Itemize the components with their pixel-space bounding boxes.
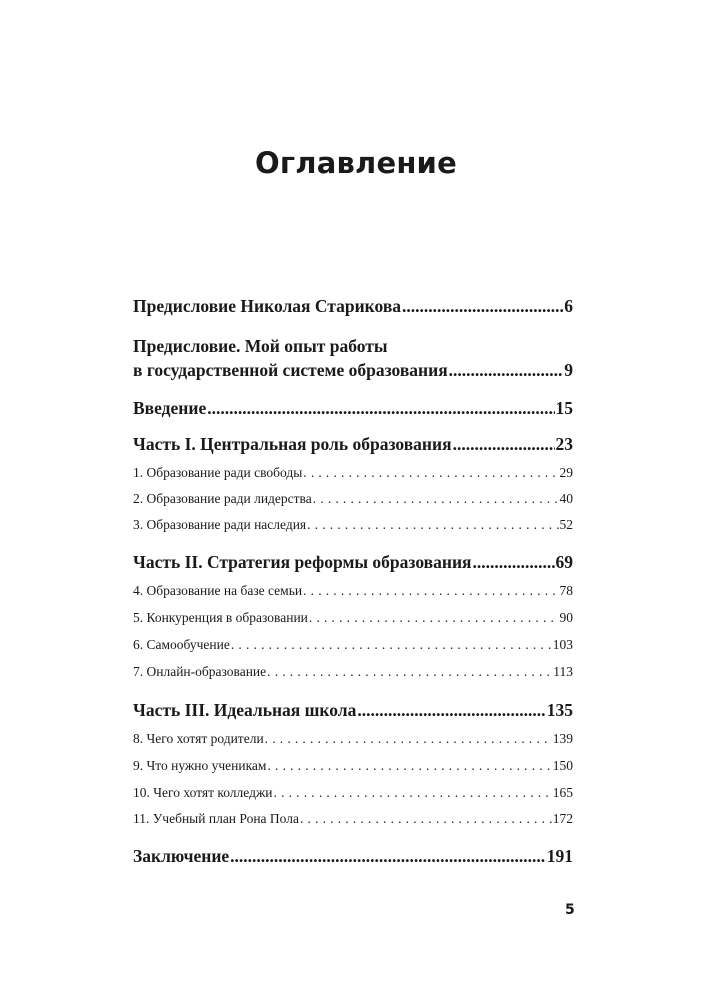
toc-entry-page: 6 xyxy=(564,296,573,316)
toc-entry-label: в государственной системе образования xyxy=(133,360,448,380)
toc-entry-label: 7. Онлайн-образование xyxy=(133,664,267,679)
toc-entry-label: 10. Чего хотят колледжи xyxy=(133,785,273,800)
dot-leader xyxy=(230,846,546,867)
dot-leader xyxy=(207,398,554,419)
dot-leader xyxy=(300,811,552,827)
toc-entry-chapter-11[interactable] xyxy=(133,811,573,827)
toc-entry-label: 2. Образование ради лидерства xyxy=(133,491,312,506)
toc-entry-part-2[interactable] xyxy=(133,552,573,573)
toc-entry-page: 172 xyxy=(552,811,573,826)
toc-entry-label-line1: Предисловие. Мой опыт работы xyxy=(133,336,388,356)
toc-entry-page: 135 xyxy=(546,700,573,720)
dot-leader xyxy=(267,758,551,774)
dot-leader xyxy=(303,465,558,481)
toc-entry-label: 11. Учебный план Рона Пола xyxy=(133,811,299,826)
toc-entry-page: 90 xyxy=(559,610,573,625)
page-number: 5 xyxy=(565,902,575,918)
toc-entry-page: 103 xyxy=(552,637,573,652)
toc-entry-page: 69 xyxy=(555,552,573,572)
toc-entry-page: 165 xyxy=(552,785,573,800)
toc-entry-chapter-4[interactable] xyxy=(133,583,573,599)
toc-entry-introduction[interactable] xyxy=(133,398,573,419)
dot-leader xyxy=(307,517,558,533)
dot-leader xyxy=(267,664,552,680)
toc-entry-label: 9. Что нужно ученикам xyxy=(133,758,267,773)
dot-leader xyxy=(313,491,559,507)
toc-entry-label: Введение xyxy=(133,398,207,418)
toc-entry-chapter-1[interactable] xyxy=(133,465,573,481)
toc-entry-chapter-5[interactable] xyxy=(133,610,573,626)
toc-entry-foreword-starikov[interactable] xyxy=(133,296,573,317)
dot-leader xyxy=(274,785,552,801)
toc-entry-label: Предисловие Николая Старикова xyxy=(133,296,402,316)
dot-leader xyxy=(231,637,552,653)
toc-entry-label: 5. Конкуренция в образовании xyxy=(133,610,308,625)
toc-entry-conclusion[interactable] xyxy=(133,846,573,867)
toc-entry-label: 6. Самообучение xyxy=(133,637,230,652)
toc-entry-page: 113 xyxy=(553,664,573,679)
dot-leader xyxy=(449,360,564,381)
toc-entry-page: 191 xyxy=(546,846,573,866)
dot-leader xyxy=(453,434,555,455)
toc-entry-label: 3. Образование ради наследия xyxy=(133,517,307,532)
toc-entry-chapter-10[interactable] xyxy=(133,785,573,801)
toc-entry-page: 52 xyxy=(559,517,573,532)
toc-entry-chapter-8[interactable] xyxy=(133,731,573,747)
toc-entry-page: 40 xyxy=(559,491,573,506)
toc-entry-page: 9 xyxy=(564,360,573,380)
dot-leader xyxy=(473,552,555,573)
toc-entry-label: Заключение xyxy=(133,846,230,866)
dot-leader xyxy=(357,700,545,721)
dot-leader xyxy=(303,583,558,599)
page-title: Оглавление xyxy=(255,146,457,180)
toc-entry-label: 1. Образование ради свободы xyxy=(133,465,303,480)
dot-leader xyxy=(309,610,559,626)
toc-entry-part-3[interactable] xyxy=(133,700,573,721)
toc-entry-page: 29 xyxy=(559,465,573,480)
toc-entry-label: Часть II. Стратегия реформы образования xyxy=(133,552,472,572)
toc-entry-page: 150 xyxy=(552,758,573,773)
toc-entry-chapter-3[interactable] xyxy=(133,517,573,533)
dot-leader xyxy=(402,296,563,317)
toc-entry-chapter-9[interactable] xyxy=(133,758,573,774)
toc-entry-label: 8. Чего хотят родители xyxy=(133,731,264,746)
toc-entry-page: 15 xyxy=(555,398,573,418)
toc-entry-part-1[interactable] xyxy=(133,434,573,455)
toc-entry-chapter-7[interactable] xyxy=(133,664,573,680)
toc-entry-page: 23 xyxy=(555,434,573,454)
toc-entry-chapter-6[interactable] xyxy=(133,637,573,653)
toc-entry-page: 78 xyxy=(559,583,573,598)
toc-entry-label: Часть I. Центральная роль образования xyxy=(133,434,452,454)
toc-entry-page: 139 xyxy=(552,731,573,746)
toc-entry-label: Часть III. Идеальная школа xyxy=(133,700,357,720)
toc-entry-foreword-author[interactable] xyxy=(133,360,573,381)
toc-entry-label: 4. Образование на базе семьи xyxy=(133,583,303,598)
dot-leader xyxy=(265,731,552,747)
toc-entry-chapter-2[interactable] xyxy=(133,491,573,507)
